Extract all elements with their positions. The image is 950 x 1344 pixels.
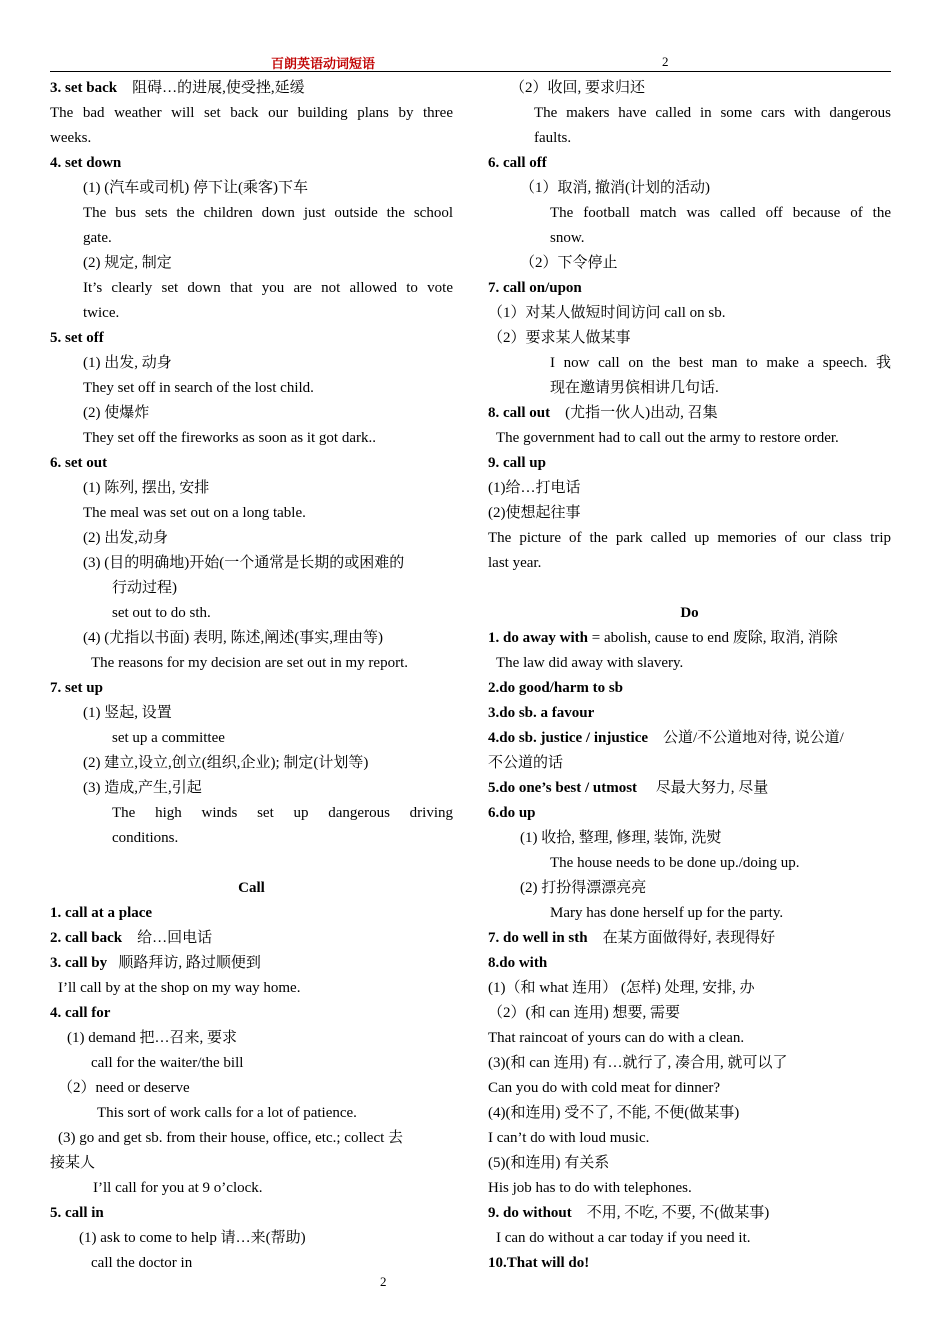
sense-line: (2)使想起往事 bbox=[488, 505, 581, 521]
sense-line: （1）取消, 撤消(计划的活动) bbox=[520, 180, 710, 196]
entry-meaning: 顺路拜访, 路过顺便到 bbox=[118, 955, 261, 971]
entry-heading: 8. call out bbox=[488, 405, 551, 421]
left-column bbox=[50, 76, 453, 1276]
entry-heading: 2. call back bbox=[50, 930, 123, 946]
entry-meaning: 在某方面做得好, 表现得好 bbox=[602, 930, 776, 946]
entry-heading: 6. call off bbox=[488, 155, 547, 171]
entry-heading: 7. do well in sth bbox=[488, 930, 588, 946]
example-line: The bad weather will set back our building plans by three bbox=[50, 105, 453, 121]
sense-line: (1)给…打电话 bbox=[488, 480, 581, 496]
entry-heading: 3. set back bbox=[50, 80, 118, 96]
sense-line: (1) 竖起, 设置 bbox=[83, 705, 172, 721]
sense-line: (1) ask to come to help 请…来(帮助) bbox=[79, 1230, 306, 1246]
sense-line: (1) 陈列, 摆出, 安排 bbox=[83, 480, 210, 496]
example-line: 现在邀请男傧相讲几句话. bbox=[550, 380, 719, 396]
sense-line: (3) (目的明确地)开始(一个通常是长期的或困难的 bbox=[83, 555, 405, 571]
example-line: The reasons for my decision are set out in my report. bbox=[91, 655, 408, 671]
example-line: The law did away with slavery. bbox=[496, 655, 684, 671]
example-line: I’ll call for you at 9 o’clock. bbox=[93, 1180, 263, 1196]
entry-meaning: 不公道的话 bbox=[488, 755, 564, 771]
entry-heading: 1. call at a place bbox=[50, 905, 153, 921]
example-line: The high winds set up dangerous driving bbox=[112, 805, 453, 821]
example-line: faults. bbox=[534, 130, 572, 146]
example-line: twice. bbox=[83, 305, 120, 321]
entry-meaning: 不用, 不吃, 不要, 不(做某事) bbox=[586, 1205, 770, 1221]
sense-line: 接某人 bbox=[50, 1155, 96, 1171]
example-line: set up a committee bbox=[112, 730, 225, 746]
sense-line: (1) (汽车或司机) 停下让(乘客)下车 bbox=[83, 180, 308, 196]
sense-line: (1) 收拾, 整理, 修理, 装饰, 洗熨 bbox=[520, 830, 722, 846]
example-line: Mary has done herself up for the party. bbox=[550, 905, 784, 921]
entry-heading: 1. do away with bbox=[488, 630, 589, 646]
section-title-call: Call bbox=[238, 880, 265, 896]
example-line: I now call on the best man to make a speech. 我 bbox=[550, 355, 891, 371]
sense-line: (4) (尤指以书面) 表明, 陈述,阐述(事实,理由等) bbox=[83, 630, 383, 646]
entry-heading: 7. call on/upon bbox=[488, 280, 582, 296]
entry-heading: 2.do good/harm to sb bbox=[488, 680, 624, 696]
sense-line: (2) 规定, 制定 bbox=[83, 255, 172, 271]
example-line: gate. bbox=[83, 230, 112, 246]
example-line: That raincoat of yours can do with a clean. bbox=[488, 1030, 745, 1046]
example-line: last year. bbox=[488, 555, 542, 571]
example-line: The football match was called off because of the bbox=[550, 205, 891, 221]
sense-line: （1）对某人做短时间访问 call on sb. bbox=[488, 305, 726, 321]
entry-heading: 6. set out bbox=[50, 455, 108, 471]
example-line: This sort of work calls for a lot of patience. bbox=[97, 1105, 357, 1121]
entry-heading: 3. call by bbox=[50, 955, 108, 971]
example-line: I can do without a car today if you need it. bbox=[496, 1230, 751, 1246]
entry-heading: 5. set off bbox=[50, 330, 104, 346]
sense-line: (2) 打扮得漂漂亮亮 bbox=[520, 880, 647, 896]
footer-page-number: 2 bbox=[380, 1274, 387, 1289]
sense-line: (3)(和 can 连用) 有…就行了, 凑合用, 就可以了 bbox=[488, 1055, 788, 1071]
example-line: They set off in search of the lost child. bbox=[83, 380, 314, 396]
sense-line: 行动过程) bbox=[112, 580, 177, 596]
sense-line: (2) 出发,动身 bbox=[83, 530, 168, 546]
entry-heading: 7. set up bbox=[50, 680, 103, 696]
example-line: I can’t do with loud music. bbox=[488, 1130, 650, 1146]
example-line: The house needs to be done up./doing up. bbox=[550, 855, 800, 871]
sense-line: (2) 使爆炸 bbox=[83, 405, 150, 421]
example-line: set out to do sth. bbox=[112, 605, 211, 621]
entry-heading: 5.do one’s best / utmost bbox=[488, 780, 638, 796]
sense-line: (5)(和连用) 有关系 bbox=[488, 1155, 610, 1171]
sense-line: (1) demand 把…召来, 要求 bbox=[67, 1030, 237, 1046]
example-line: conditions. bbox=[112, 830, 179, 846]
header-rule bbox=[50, 71, 891, 72]
entry-meaning: (尤指一伙人)出动, 召集 bbox=[565, 405, 718, 421]
entry-meaning: 公道/不公道地对待, 说公道/ bbox=[663, 730, 844, 746]
example-line: The government had to call out the army to restore order. bbox=[496, 430, 839, 446]
example-line: The meal was set out on a long table. bbox=[83, 505, 306, 521]
sense-line: (2) 建立,设立,创立(组织,企业); 制定(计划等) bbox=[83, 755, 369, 771]
header-page-number: 2 bbox=[662, 54, 669, 69]
entry-heading: 4.do sb. justice / injustice bbox=[488, 730, 649, 746]
entry-heading: 4. set down bbox=[50, 155, 122, 171]
entry-heading: 4. call for bbox=[50, 1005, 111, 1021]
example-line: call the doctor in bbox=[91, 1255, 193, 1271]
entry-meaning: 阻碍…的进展,使受挫,延缓 bbox=[132, 80, 305, 96]
sense-line: （2）要求某人做某事 bbox=[488, 330, 631, 346]
sense-line: (1) 出发, 动身 bbox=[83, 355, 172, 371]
example-line: His job has to do with telephones. bbox=[488, 1180, 692, 1196]
sense-line: （2）(和 can 连用) 想要, 需要 bbox=[488, 1005, 681, 1021]
example-line: The makers have called in some cars with dangerous bbox=[534, 105, 891, 121]
entry-heading: 5. call in bbox=[50, 1205, 104, 1221]
header-title: 百朗英语动词短语 bbox=[271, 57, 376, 72]
right-column bbox=[488, 76, 891, 1276]
entry-heading: 3.do sb. a favour bbox=[488, 705, 595, 721]
sense-line: （2）下令停止 bbox=[520, 255, 618, 271]
sense-line: (3) 造成,产生,引起 bbox=[83, 780, 202, 796]
example-line: It’s clearly set down that you are not allowed to vote bbox=[83, 280, 453, 296]
entry-meaning: = abolish, cause to end 废除, 取消, 消除 bbox=[591, 630, 838, 646]
entry-heading: 9. call up bbox=[488, 455, 546, 471]
section-title-do: Do bbox=[680, 605, 699, 621]
sense-line: （2）收回, 要求归还 bbox=[510, 80, 646, 96]
entry-heading: 10.That will do! bbox=[488, 1255, 590, 1271]
example-line: The picture of the park called up memories of our class trip bbox=[488, 530, 891, 546]
example-line: Can you do with cold meat for dinner? bbox=[488, 1080, 721, 1096]
example-line: They set off the fireworks as soon as it got dark.. bbox=[83, 430, 376, 446]
example-line: The bus sets the children down just outside the school bbox=[83, 205, 453, 221]
sense-line: (3) go and get sb. from their house, office, etc.; collect 去 bbox=[58, 1130, 404, 1146]
example-line: weeks. bbox=[50, 130, 92, 146]
entry-heading: 9. do without bbox=[488, 1205, 572, 1221]
sense-line: （2）need or deserve bbox=[58, 1080, 190, 1096]
entry-heading: 6.do up bbox=[488, 805, 536, 821]
sense-line: (4)(和连用) 受不了, 不能, 不便(做某事) bbox=[488, 1105, 740, 1121]
sense-line: (1)（和 what 连用） (怎样) 处理, 安排, 办 bbox=[488, 980, 755, 996]
example-line: I’ll call by at the shop on my way home. bbox=[58, 980, 301, 996]
entry-meaning: 尽最大努力, 尽量 bbox=[655, 780, 769, 796]
example-line: snow. bbox=[550, 230, 585, 246]
entry-meaning: 给…回电话 bbox=[137, 930, 213, 946]
entry-heading: 8.do with bbox=[488, 955, 548, 971]
example-line: call for the waiter/the bill bbox=[91, 1055, 244, 1071]
